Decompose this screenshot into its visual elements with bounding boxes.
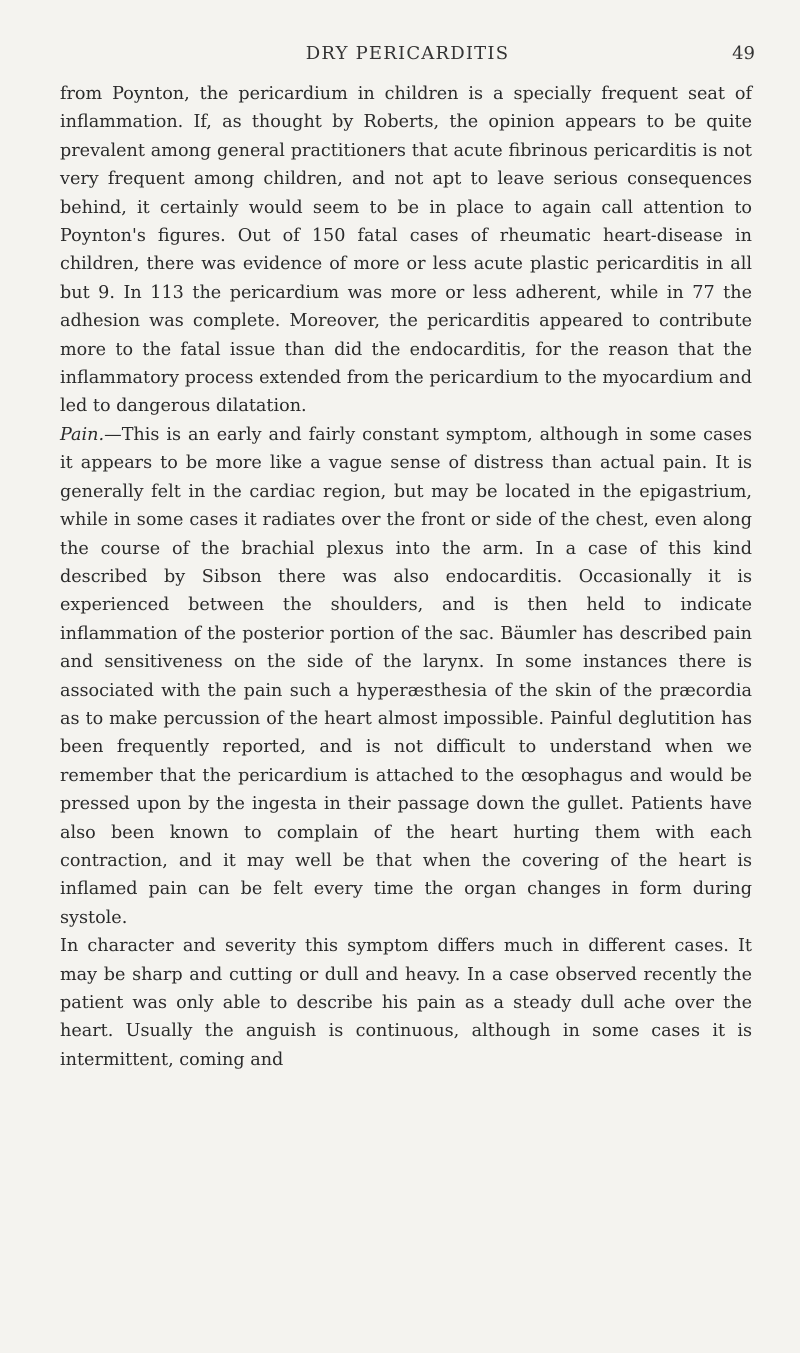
paragraph-character: In character and severity this symptom differs much in different cases. It may be sharp and cutting or dull and heavy. In a case observed recently the patient was only able to describe his pain as a steady dull ache over the heart. Usually the anguish is continuous, although in some cases it is intermittent, coming and [60,936,752,1070]
paragraph-poynton: from Poynton, the pericardium in children is a specially frequent seat of inflammation. If, as thought by Roberts, the opinion appears to be quite prevalent among general practitioners that acute fibrinous pericarditis is not very frequent among children, and not apt to leave serious consequences behind, it certainly would seem to be in place to again call attention to Poynton's figures. Out of 150 fatal cases of rheumatic heart-disease in children, there was evidence of more or less acute plastic pericarditis in all but 9. In 113 the pericardium was more or less adherent, while in 77 the adhesion was complete. Moreover, the pericarditis appeared to contribute more to the fatal issue than did the endocarditis, for the reason that the inflammatory process extended from the pericardium to the myocardium and led to dangerous dilatation. [60,84,752,417]
paragraph-pain-text: —This is an early and fairly constant symptom, although in some cases it appears to be more like a vague sense of distress than actual pain. It is generally felt in the cardiac region, but may be located in the epigastrium, while in some cases it radiates over the front or side of the chest, even along the course of the brachial plexus into the arm. In a case of this kind described by Sibson there was also endocarditis. Occasionally it is experienced between the shoulders, and is then held to indicate inflammation of the posterior portion of the sac. Bäumler has described pain and sensitiveness on the side of the larynx. In some instances there is associated with the pain such a hyperæsthesia of the skin of the præcordia as to make percussion of the heart almost impossible. Painful deglutition has been frequently reported, and is not difficult to understand when we remember that the pericardium is attached to the œsophagus and would be pressed upon by the ingesta in their passage down the gullet. Patients have also been known to complain of the heart hurting them with each contraction, and it may well be that when the covering of the heart is inflamed pain can be felt every time the organ changes in form during systole. [60,424,752,928]
section-heading-pain: Pain. [60,424,105,445]
body-text [60,80,752,1074]
page-number: 49 [732,43,755,64]
running-title: DRY PERICARDITIS [305,43,510,64]
paragraph-pain [60,421,752,932]
running-head [60,43,755,73]
